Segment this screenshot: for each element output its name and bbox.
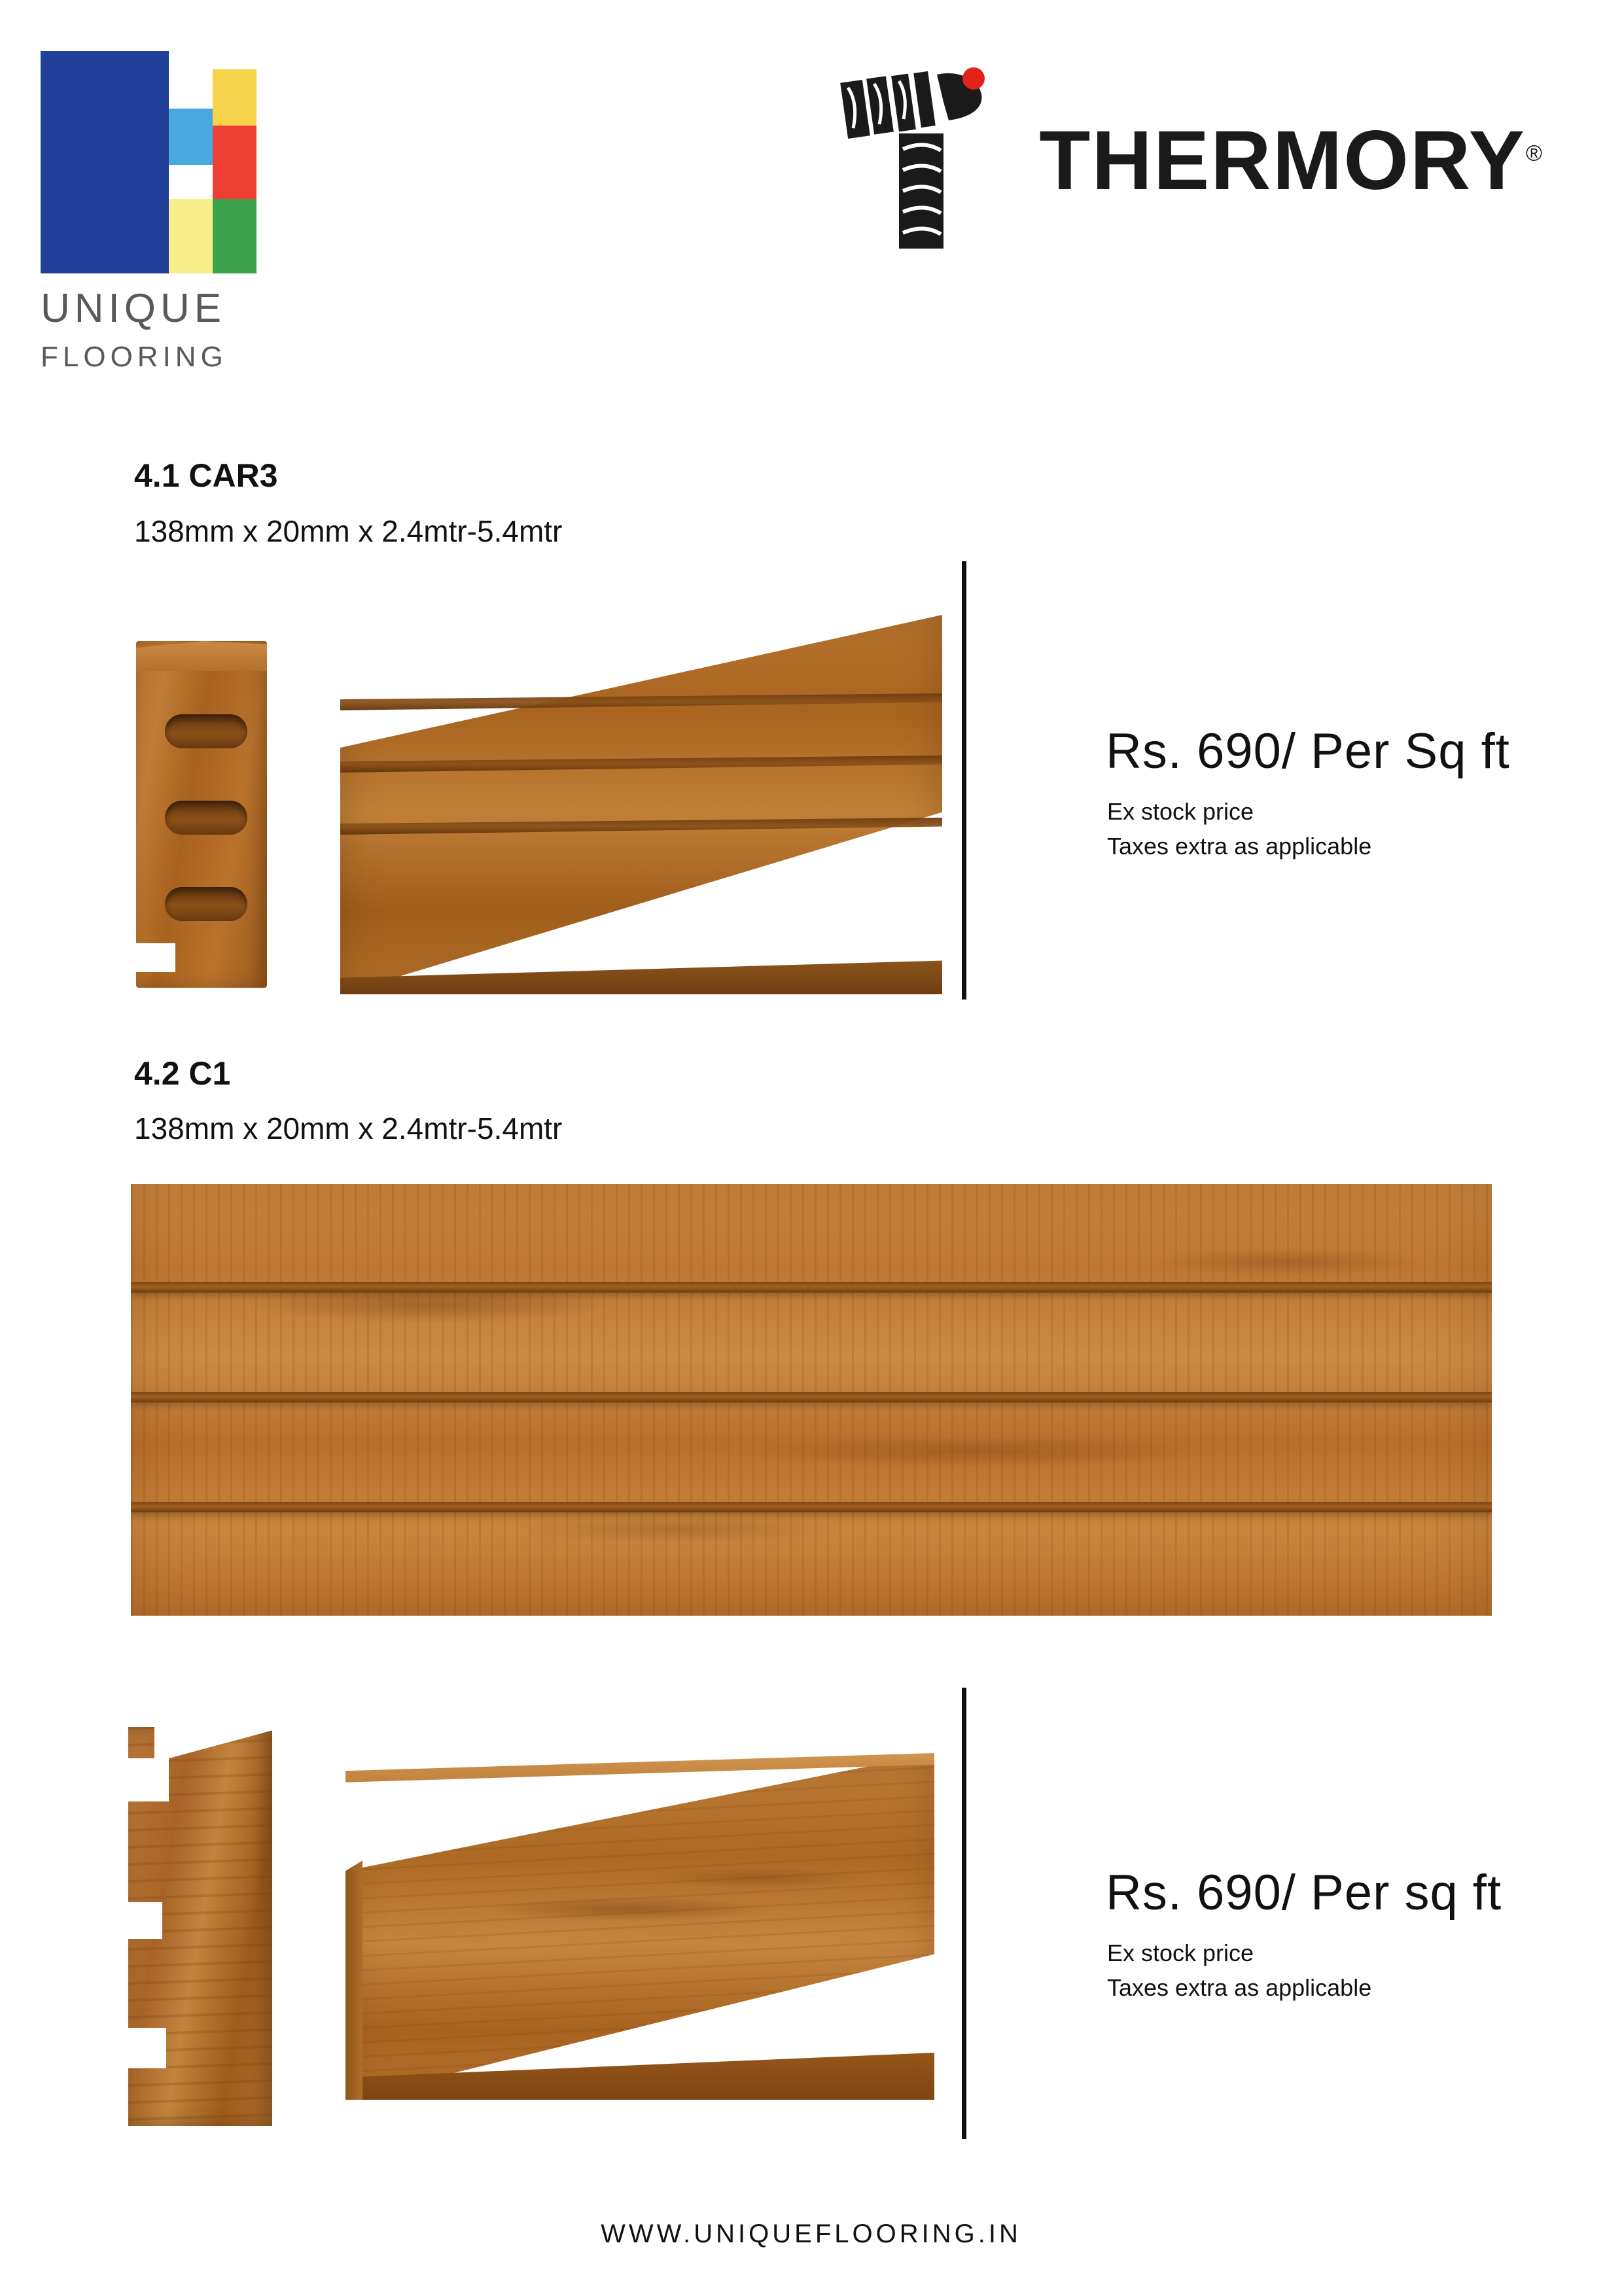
car3-groove-3 xyxy=(165,887,247,921)
c1-profile-notch-3 xyxy=(128,2028,166,2068)
logo-square-green xyxy=(213,199,256,273)
section-c1-title: 4.2 C1 xyxy=(134,1055,231,1092)
brand-subtitle: FLOORING xyxy=(41,341,228,373)
c1-price: Rs. 690/ Per sq ft xyxy=(1106,1865,1502,1921)
logo-square-white-inner xyxy=(169,165,213,199)
logo-square-blue xyxy=(41,51,169,273)
thermory-wordmark xyxy=(1039,113,1543,209)
car3-profile-notch xyxy=(136,943,175,972)
brand-name: UNIQUE xyxy=(41,286,226,331)
car3-price: Rs. 690/ Per Sq ft xyxy=(1106,723,1510,779)
c1-board-grain xyxy=(345,1753,934,2100)
c1-profile-image xyxy=(128,1727,272,2126)
section-car3-dimensions: 138mm x 20mm x 2.4mtr-5.4mtr xyxy=(134,514,563,548)
c1-panel-image xyxy=(131,1184,1492,1616)
c1-panel-seam-2 xyxy=(131,1392,1492,1402)
car3-board-image xyxy=(340,615,942,994)
thermory-registered-mark: ® xyxy=(1525,140,1543,165)
c1-profile-notch-2 xyxy=(128,1902,162,1939)
car3-divider-rule xyxy=(962,561,966,1000)
c1-board-image xyxy=(345,1753,934,2100)
car3-groove-1 xyxy=(165,714,247,748)
footer-website[interactable]: WWW.UNIQUEFLOORING.IN xyxy=(601,2219,1021,2248)
car3-board-face xyxy=(340,615,942,994)
section-c1-dimensions: 138mm x 20mm x 2.4mtr-5.4mtr xyxy=(134,1111,563,1145)
logo-square-white-inner-2 xyxy=(213,51,256,69)
c1-panel-seam-1 xyxy=(131,1282,1492,1293)
car3-price-note-2: Taxes extra as applicable xyxy=(1107,833,1372,860)
c1-board-left-end xyxy=(345,1753,362,2100)
c1-panel-seam-3 xyxy=(131,1502,1492,1512)
thermory-logo xyxy=(839,65,1543,255)
c1-price-note-1: Ex stock price xyxy=(1107,1939,1254,1966)
c1-divider-rule xyxy=(962,1688,966,2139)
logo-square-cyan xyxy=(169,109,213,165)
logo-square-yellow-top xyxy=(213,69,256,126)
page-header xyxy=(0,0,1622,432)
car3-price-note-1: Ex stock price xyxy=(1107,798,1254,825)
thermory-t-icon xyxy=(839,65,1009,255)
car3-profile-top-bevel xyxy=(136,641,267,671)
section-car3-title: 4.1 CAR3 xyxy=(134,457,278,494)
unique-flooring-logo xyxy=(41,51,263,374)
car3-groove-2 xyxy=(165,801,247,835)
logo-square-red xyxy=(213,126,256,199)
thermory-wordmark-text: THERMORY xyxy=(1039,113,1526,207)
unique-flooring-logo-mark xyxy=(41,51,256,273)
c1-profile-notch-1 xyxy=(128,1758,169,1801)
c1-price-note-2: Taxes extra as applicable xyxy=(1107,1974,1372,2001)
logo-square-pale-yellow xyxy=(169,199,213,273)
